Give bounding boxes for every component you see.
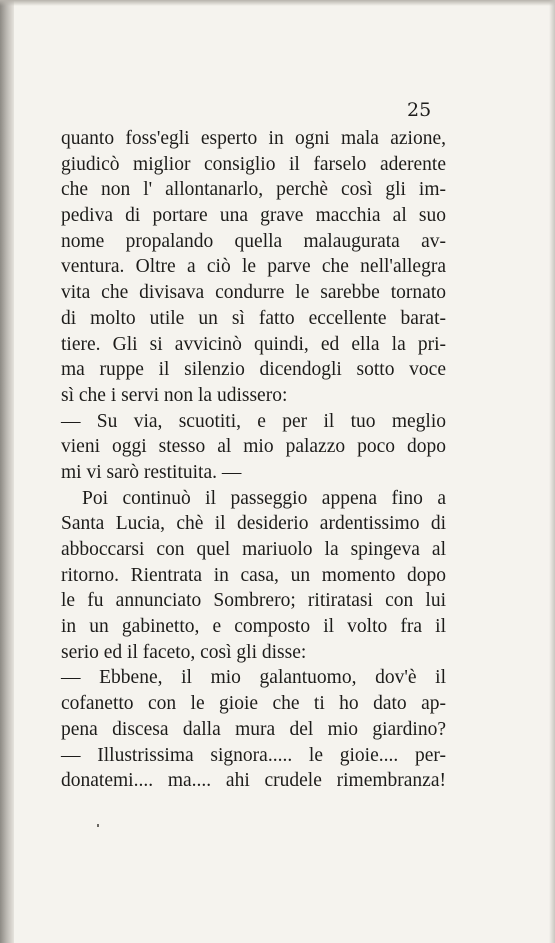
text-line: in un gabinetto, e composto il volto fra il: [61, 616, 446, 638]
text-line: tiere. Gli si avvicinò quindi, ed ella la pri-: [61, 333, 446, 355]
print-speck: [97, 824, 99, 827]
right-page-edge: [549, 0, 555, 943]
text-line: le fu annunciato Sombrero; ritiratasi con lui: [61, 590, 446, 612]
text-line: Poi continuò il passeggio appena fino a: [82, 487, 446, 509]
text-line: di molto utile un sì fatto eccellente barat-: [61, 307, 446, 329]
text-line: — Ebbene, il mio galantuomo, dov'è il: [61, 667, 446, 689]
text-line: abboccarsi con quel mariuolo la spingeva al: [61, 539, 446, 560]
text-line: mi vi sarò restituita. —: [61, 461, 242, 483]
page-number: 25: [407, 99, 432, 121]
text-line: vieni oggi stesso al mio palazzo poco dopo: [61, 436, 446, 458]
text-line: — Su via, scuotiti, e per il tuo meglio: [61, 410, 446, 432]
text-line: pediva di portare una grave macchia al suo: [61, 205, 446, 227]
text-line: quanto foss'egli esperto in ogni mala azione,: [61, 128, 446, 149]
text-line: ritorno. Rientrata in casa, un momento dopo: [61, 564, 446, 586]
top-page-edge: [0, 0, 555, 6]
text-line: Santa Lucia, chè il desiderio ardentissimo di: [61, 513, 446, 535]
text-line: cofanetto con le gioie che ti ho dato ap-: [61, 693, 446, 715]
text-line: pena discesa dalla mura del mio giardino?: [61, 718, 446, 740]
body-text: [61, 126, 446, 794]
text-line: — Illustrissima signora..... le gioie.... per-: [61, 744, 446, 766]
text-line: sì che i servi non la udissero:: [61, 384, 288, 406]
text-line: ma ruppe il silenzio dicendogli sotto voce: [61, 359, 446, 381]
text-line: che non l' allontanarlo, perchè così gli im-: [61, 179, 446, 201]
binding-shadow: [0, 0, 14, 943]
text-line: serio ed il faceto, così gli disse:: [61, 641, 307, 663]
text-line: donatemi.... ma.... ahi crudele rimembranza!: [61, 770, 446, 792]
text-line: giudicò miglior consiglio il farselo aderente: [61, 153, 446, 175]
text-line: vita che divisava condurre le sarebbe tornato: [61, 282, 446, 304]
text-line: nome propalando quella malaugurata av-: [61, 230, 446, 252]
text-line: ventura. Oltre a ciò le parve che nell'allegra: [61, 256, 446, 278]
